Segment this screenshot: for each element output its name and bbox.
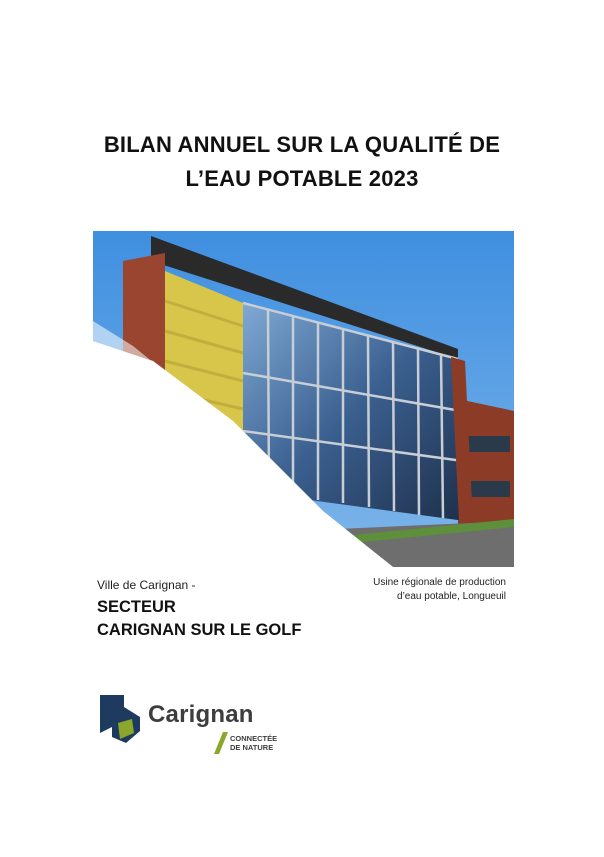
title-line-2: L’EAU POTABLE 2023 bbox=[185, 166, 419, 191]
city-label: Ville de Carignan - bbox=[97, 578, 196, 592]
photo-caption bbox=[373, 576, 506, 604]
title-line-1: BILAN ANNUEL SUR LA QUALITÉ DE bbox=[103, 132, 501, 157]
sector-name bbox=[97, 596, 301, 642]
photo-caption-line-1: Usine régionale de production bbox=[373, 577, 506, 588]
logo-name: Carignan bbox=[148, 701, 254, 728]
sector-line-2: CARIGNAN SUR LE GOLF bbox=[97, 621, 302, 639]
logo-slash-icon bbox=[214, 732, 228, 754]
page-title bbox=[0, 128, 604, 196]
photo-caption-line-2: d’eau potable, Longueuil bbox=[397, 591, 506, 602]
carignan-logo-mark-icon bbox=[96, 693, 144, 745]
logo-tagline bbox=[230, 734, 277, 752]
carignan-logo bbox=[96, 693, 296, 758]
logo-tagline-line-1: CONNECTÉE bbox=[230, 734, 278, 743]
cover-photo bbox=[93, 231, 514, 567]
logo-tagline-line-2: DE NATURE bbox=[230, 743, 274, 752]
sector-line-1: SECTEUR bbox=[97, 598, 176, 616]
